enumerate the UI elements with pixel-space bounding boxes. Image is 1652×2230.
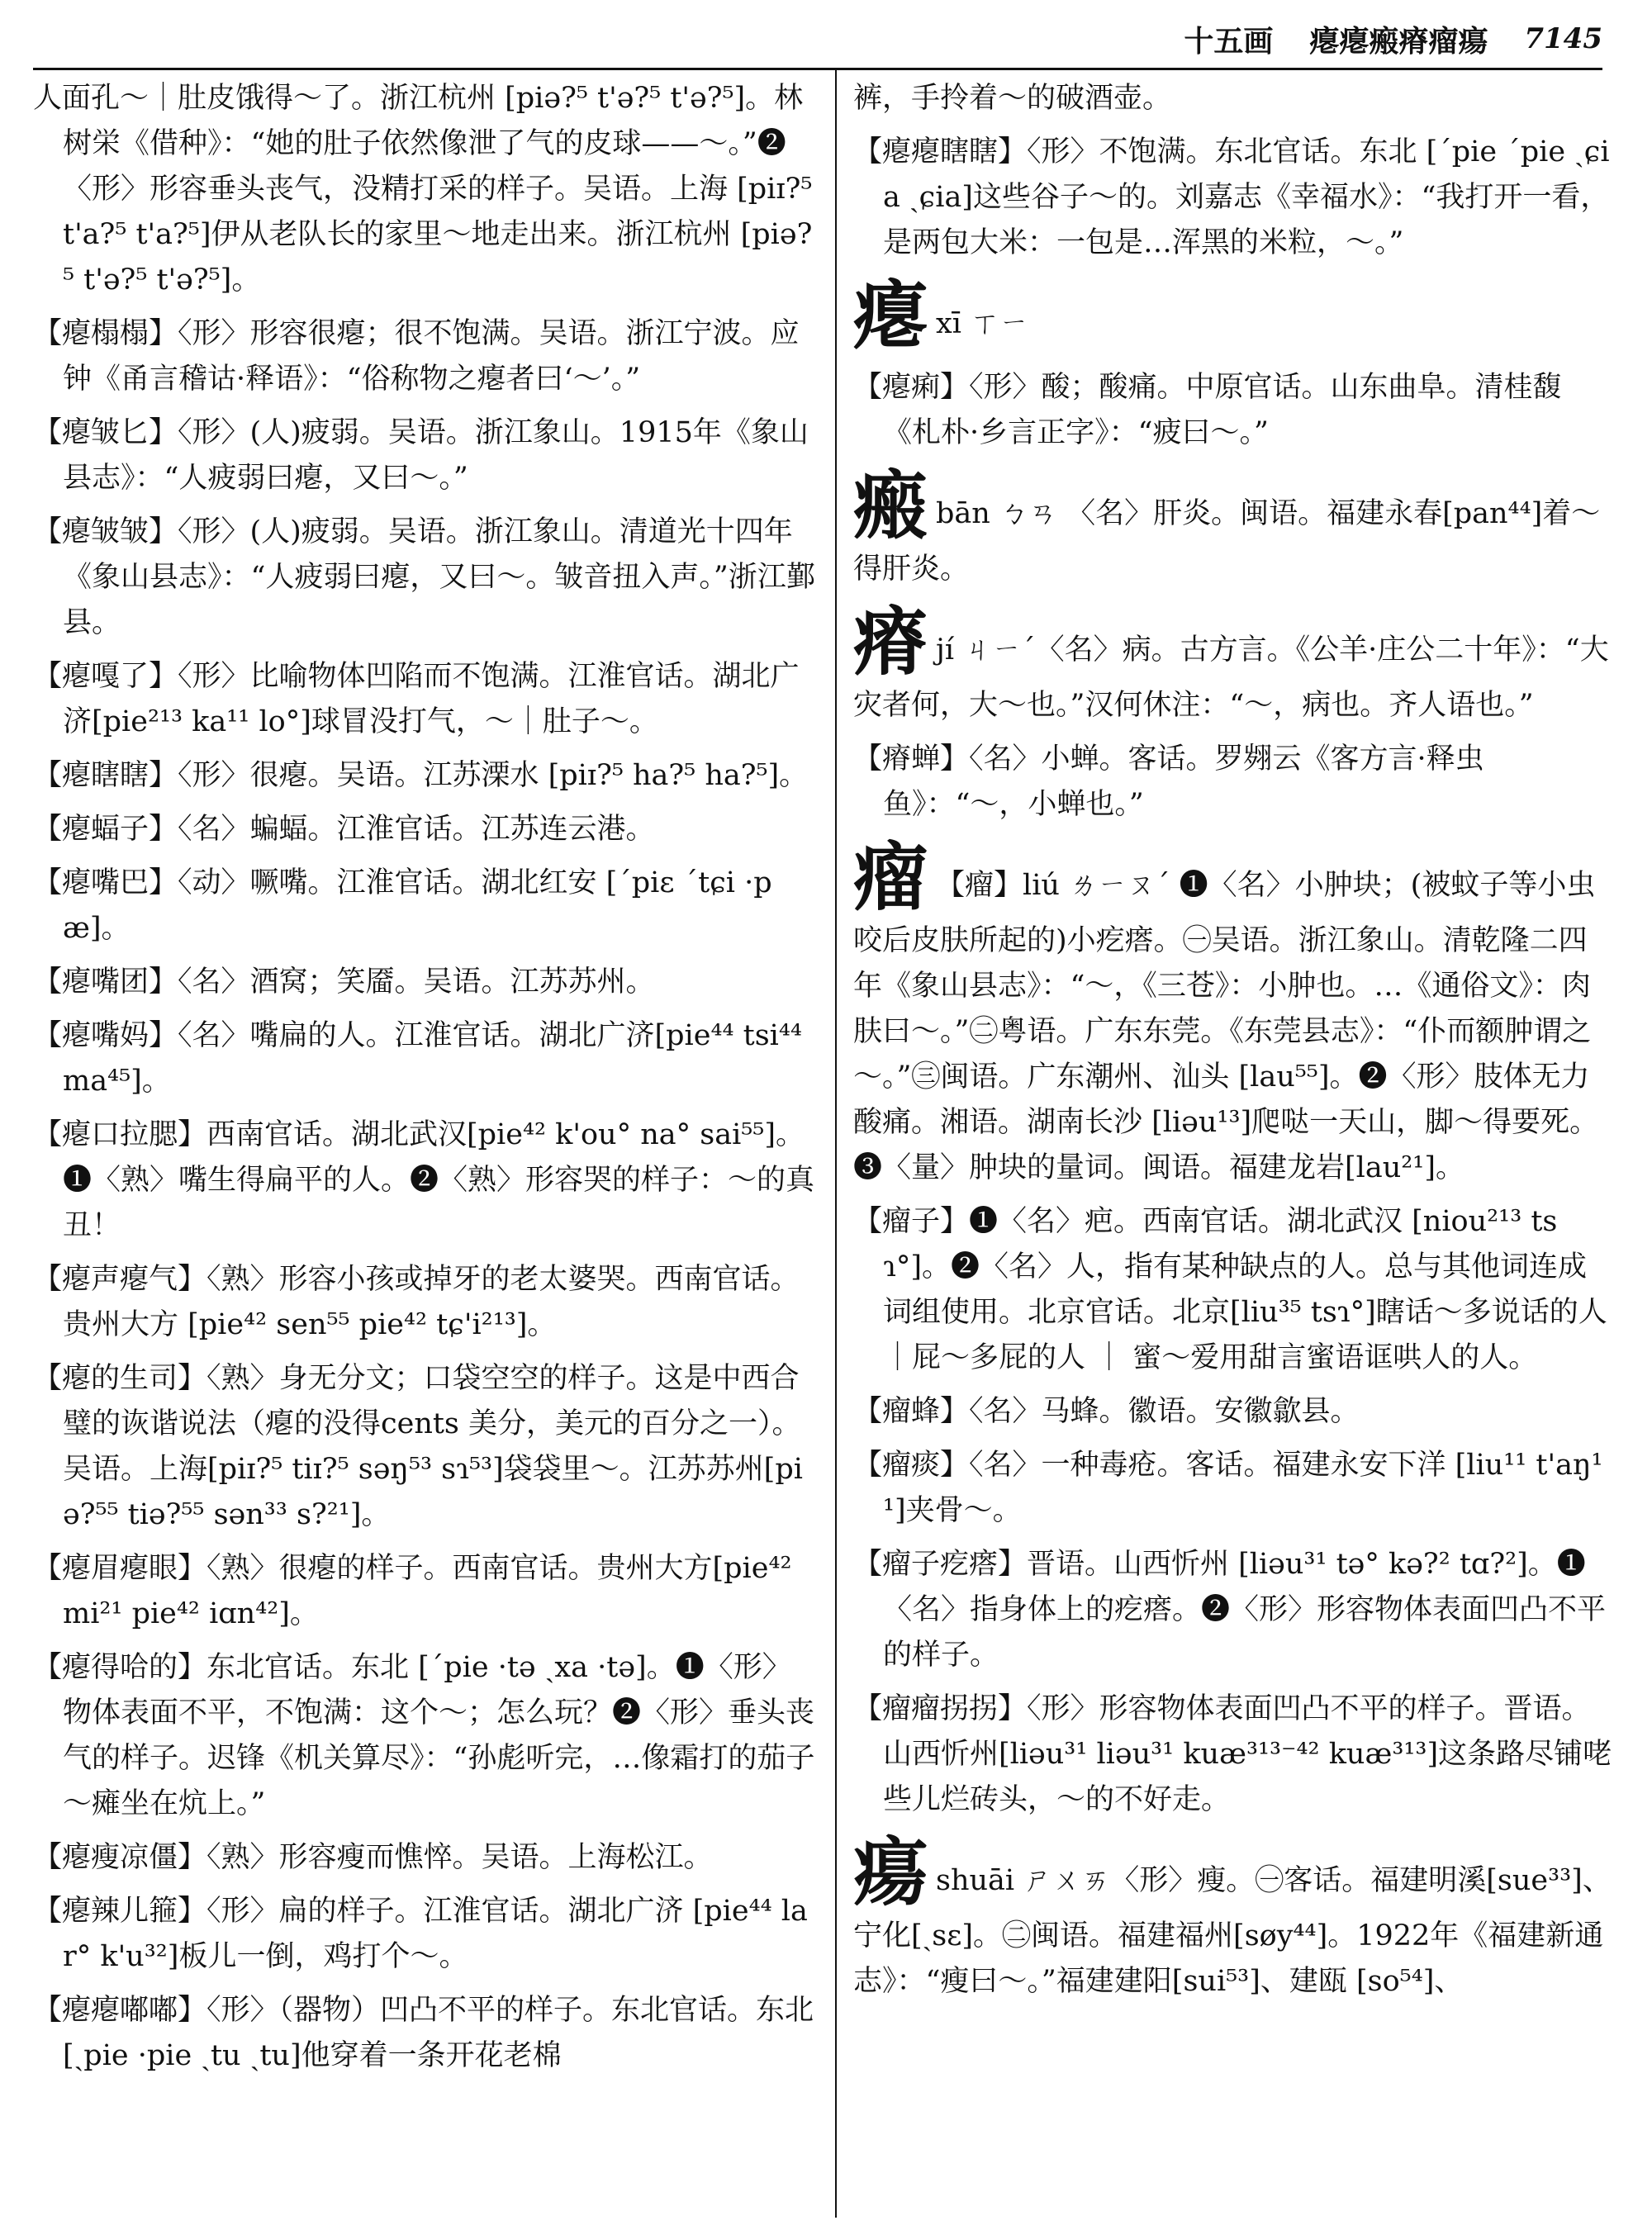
entry-text: 【瘤】liú ㄌㄧㄡˊ ❶〈名〉小肿块；(被蚊子等小虫咬后皮肤所起的)小疙瘩。㊀吴语。浙江象山。清乾隆二四年《象山县志》：“～，《三苍》：小肿也。…《通俗文》：肉肤曰～。”㊁粤语。广东东莞。《东莞县志》：“仆而额肿谓之～。”㊂闽语。广东潮州、汕头 [lau⁵⁵]。❷〈形〉肢体无力酸痛。湘语。湖南长沙 [liəu¹³]爬哒一天山，脚～得要死。❸〈量〉肿块的量词。闽语。福建龙岩[lau²¹]。 — [853, 869, 1599, 1184]
entry-text: 【瘪皱皱】〈形〉(人)疲弱。吴语。浙江象山。清道光十四年《象山县志》：“人疲弱曰瘪，又曰～。皱音扭入声。”浙江鄞县。 — [33, 515, 815, 639]
entry-text: 【瘤瘤拐拐】〈形〉形容物体表面凹凸不平的样子。晋语。山西忻州[liəu³¹ liəu³¹ kuæ³¹³⁻⁴² kuæ³¹³]这条路尽铺咾些儿烂砖头，～的不好走。 — [853, 1692, 1612, 1816]
entry-text: 人面孔～｜肚皮饿得～了。浙江杭州 [piə?⁵ t'ə?⁵ t'ə?⁵]。林树栄《借种》：“她的肚子依然像泄了气的皮球——～。”❷〈形〉形容垂头丧气，没精打采的样子。吴语。上海 [piɪ?⁵ t'a?⁵ t'a?⁵]伊从老队长的家里～地走出来。浙江杭州 [piə?⁵ t'ə?⁵ t'ə?⁵]。 — [33, 82, 813, 297]
entry-text: 【瘠蝉】〈名〉小蝉。客话。罗翙云《客方言·释虫鱼》：“～，小蝉也。” — [853, 743, 1484, 821]
entry-text: 【瘪瞎瞎】〈形〉很瘪。吴语。江苏溧水 [piɪ?⁵ ha?⁵ ha?⁵]。 — [33, 759, 809, 792]
dictionary-entry — [33, 410, 819, 501]
entry-text: 【瘤子】❶〈名〉疤。西南官话。湖北武汉 [niou²¹³ tsɿ°]。❷〈名〉人，指有某种缺点的人。总与其他词连成词组使用。北京官话。北京[liu³⁵ tsɿ°]瞎话～多说话的人｜屁～多屁的人 ｜ 蜜～爱用甜言蜜语诓哄人的人。 — [853, 1205, 1607, 1374]
headword-character: 瘤 — [853, 833, 928, 921]
dictionary-entry — [33, 76, 819, 303]
dictionary-entry — [853, 130, 1613, 266]
dictionary-entry — [33, 1013, 819, 1104]
dictionary-entry — [853, 833, 1613, 1191]
dictionary-entry — [33, 1356, 819, 1538]
entry-text: 【瘪瘪嘟嘟】〈形〉（器物）凹凸不平的样子。东北官话。东北[ˏpie ·pie ˏtu ˏtu]他穿着一条开花老棉 — [33, 1994, 814, 2072]
dictionary-entry — [33, 1113, 819, 1249]
dictionary-entry — [33, 960, 819, 1005]
entry-text: 【瘪嘴巴】〈动〉噘嘴。江淮官话。湖北红安 [ˊpiɛ ˊtɕi ·pæ]。 — [33, 866, 772, 945]
dictionary-entry — [33, 654, 819, 745]
entry-text: 【瘪声瘪气】〈熟〉形容小孩或掉牙的老太婆哭。西南官话。贵州大方 [pie⁴² sen⁵⁵ pie⁴² tɕ'i²¹³]。 — [33, 1263, 800, 1341]
headword-character: 瘢 — [853, 462, 928, 549]
dictionary-entry — [33, 861, 819, 951]
entry-text: 【瘤痰】〈名〉一种毒疮。客话。福建永安下洋 [liu¹¹ t'aŋ¹¹]夹骨～。 — [853, 1449, 1603, 1527]
dictionary-entry — [853, 76, 1613, 121]
dictionary-entry — [33, 1645, 819, 1827]
entry-text: shuāi ㄕㄨㄞ〈形〉瘦。㊀客话。福建明溪[sue³³]、宁化[ˏsɛ]。㊁闽语。福建福州[søy⁴⁴]。1922年《福建新通志》：“瘦曰～。”福建建阳[sui⁵³]、建瓯 [so⁵⁴]、 — [853, 1864, 1612, 1998]
dictionary-entry — [853, 365, 1613, 456]
headword-character: 瘪 — [853, 272, 928, 359]
dictionary-entry — [33, 1546, 819, 1637]
dictionary-entry — [33, 1988, 819, 2079]
dictionary-entry — [853, 1443, 1613, 1534]
dictionary-entry — [33, 1889, 819, 1980]
entry-text: 【瘪痢】〈形〉酸；酸痛。中原官话。山东曲阜。清桂馥《札朴·乡言正字》：“疲曰～。” — [853, 371, 1562, 449]
entry-text: 【瘪蝠子】〈名〉蝙蝠。江淮官话。江苏连云港。 — [33, 813, 655, 846]
entry-text: 【瘪眉瘪眼】〈熟〉很瘪的样子。西南官话。贵州大方[pie⁴² mi²¹ pie⁴² iɑn⁴²]。 — [33, 1552, 792, 1630]
header-chars: 瘪瘪瘢瘠瘤瘍 — [1309, 23, 1488, 59]
entry-text: 【瘪得哈的】东北官话。东北 [ˊpie ·tə ˏxa ·tə]。❶〈形〉物体表面不平，不饱满：这个～；怎么玩？❷〈形〉垂头丧气的样子。迟锋《机关算尽》：“孙彪听完，…像霜打的茄子～瘫坐在炕上。” — [33, 1651, 815, 1820]
dictionary-entry — [853, 1831, 1613, 2005]
entry-text: 【瘪嘎了】〈形〉比喻物体凹陷而不饱满。江淮官话。湖北广济[pie²¹³ ka¹¹ lo°]球冒没打气，～｜肚子～。 — [33, 660, 800, 738]
dictionary-entry — [853, 1542, 1613, 1678]
entry-text: jí ㄐㄧˊ〈名〉病。古方言。《公羊·庄公二十年》：“大灾者何，大～也。”汉何休注：“～，病也。齐人语也。” — [853, 633, 1609, 722]
entry-text: 【瘪瘪瞎瞎】〈形〉不饱满。东北官话。东北 [ˊpie ˊpie ˏɕia ˏɕia]这些谷子～的。刘嘉志《幸福水》：“我打开一看，是两包大米：一包是…浑黑的米粒，～。” — [853, 135, 1610, 259]
page-header — [33, 15, 1602, 63]
entry-text: 【瘤蜂】〈名〉马蜂。徽语。安徽歙县。 — [853, 1395, 1360, 1428]
dictionary-entry — [853, 1389, 1613, 1435]
entry-text: 【瘪榻榻】〈形〉形容很瘪；很不饱满。吴语。浙江宁波。应钟《甬言稽诂·释语》：“俗称物之瘪者曰‘～’。” — [33, 317, 800, 396]
headword-character: 瘠 — [853, 598, 928, 686]
dictionary-entry — [33, 311, 819, 402]
page-number: 7145 — [1524, 22, 1602, 55]
dictionary-entry — [853, 274, 1613, 357]
entry-text: 裤，手拎着～的破酒壶。 — [853, 82, 1172, 115]
dictionary-entry — [33, 1835, 819, 1881]
entry-text: 【瘤子疙瘩】晋语。山西忻州 [liəu³¹ tə° kə?² tɑ?²]。❶〈名〉指身体上的疙瘩。❷〈形〉形容物体表面凹凸不平的样子。 — [853, 1548, 1607, 1672]
dictionary-entry — [853, 1687, 1613, 1823]
dictionary-entry — [853, 464, 1613, 592]
dictionary-entry — [33, 510, 819, 646]
headword-character: 瘍 — [853, 1829, 928, 1916]
section-label: 十五画 — [1184, 23, 1274, 59]
right-column — [853, 76, 1613, 2013]
left-column — [33, 76, 819, 2087]
column-divider — [835, 70, 837, 2218]
dictionary-entry — [33, 753, 819, 799]
entry-text: 【瘪口拉腮】西南官话。湖北武汉[pie⁴² k'ou° na° sai⁵⁵]。❶〈熟〉嘴生得扁平的人。❷〈熟〉形容哭的样子：～的真丑！ — [33, 1118, 815, 1242]
entry-text: 【瘪嘴团】〈名〉酒窝；笑靥。吴语。江苏苏州。 — [33, 966, 655, 999]
entry-text: 【瘪辣儿箍】〈形〉扁的样子。江淮官话。湖北广济 [pie⁴⁴ lar° k'u³²]板儿一倒，鸡打个～。 — [33, 1895, 808, 1973]
entry-text: 【瘪皱匕】〈形〉(人)疲弱。吴语。浙江象山。1915年《象山县志》：“人疲弱曰瘪，又曰～。” — [33, 416, 809, 495]
entry-text: 【瘪瘦凉僵】〈熟〉形容瘦而憔悴。吴语。上海松江。 — [33, 1841, 713, 1874]
entry-text: bān ㄅㄢ 〈名〉肝炎。闽语。福建永春[pan⁴⁴]着～得肝炎。 — [853, 497, 1601, 586]
dictionary-entry — [853, 737, 1613, 828]
entry-text: xī ㄒㄧ — [936, 307, 1029, 340]
dictionary-entry — [853, 1199, 1613, 1381]
entry-text: 【瘪嘴妈】〈名〉嘴扁的人。江淮官话。湖北广济[pie⁴⁴ tsi⁴⁴ ma⁴⁵]。 — [33, 1019, 802, 1098]
dictionary-entry — [33, 1257, 819, 1348]
entry-text: 【瘪的生司】〈熟〉身无分文；口袋空空的样子。这是中西合璧的诙谐说法（瘪的没得cents 美分，美元的百分之一）。吴语。上海[piɪ?⁵ tiɪ?⁵ səŋ⁵³ sɿ⁵³]袋袋里～。江苏苏州[piə?⁵⁵ tiə?⁵⁵ sən³³ s?²¹]。 — [33, 1362, 803, 1531]
header-rule — [33, 68, 1602, 70]
dictionary-entry — [33, 807, 819, 852]
dictionary-entry — [853, 600, 1613, 728]
